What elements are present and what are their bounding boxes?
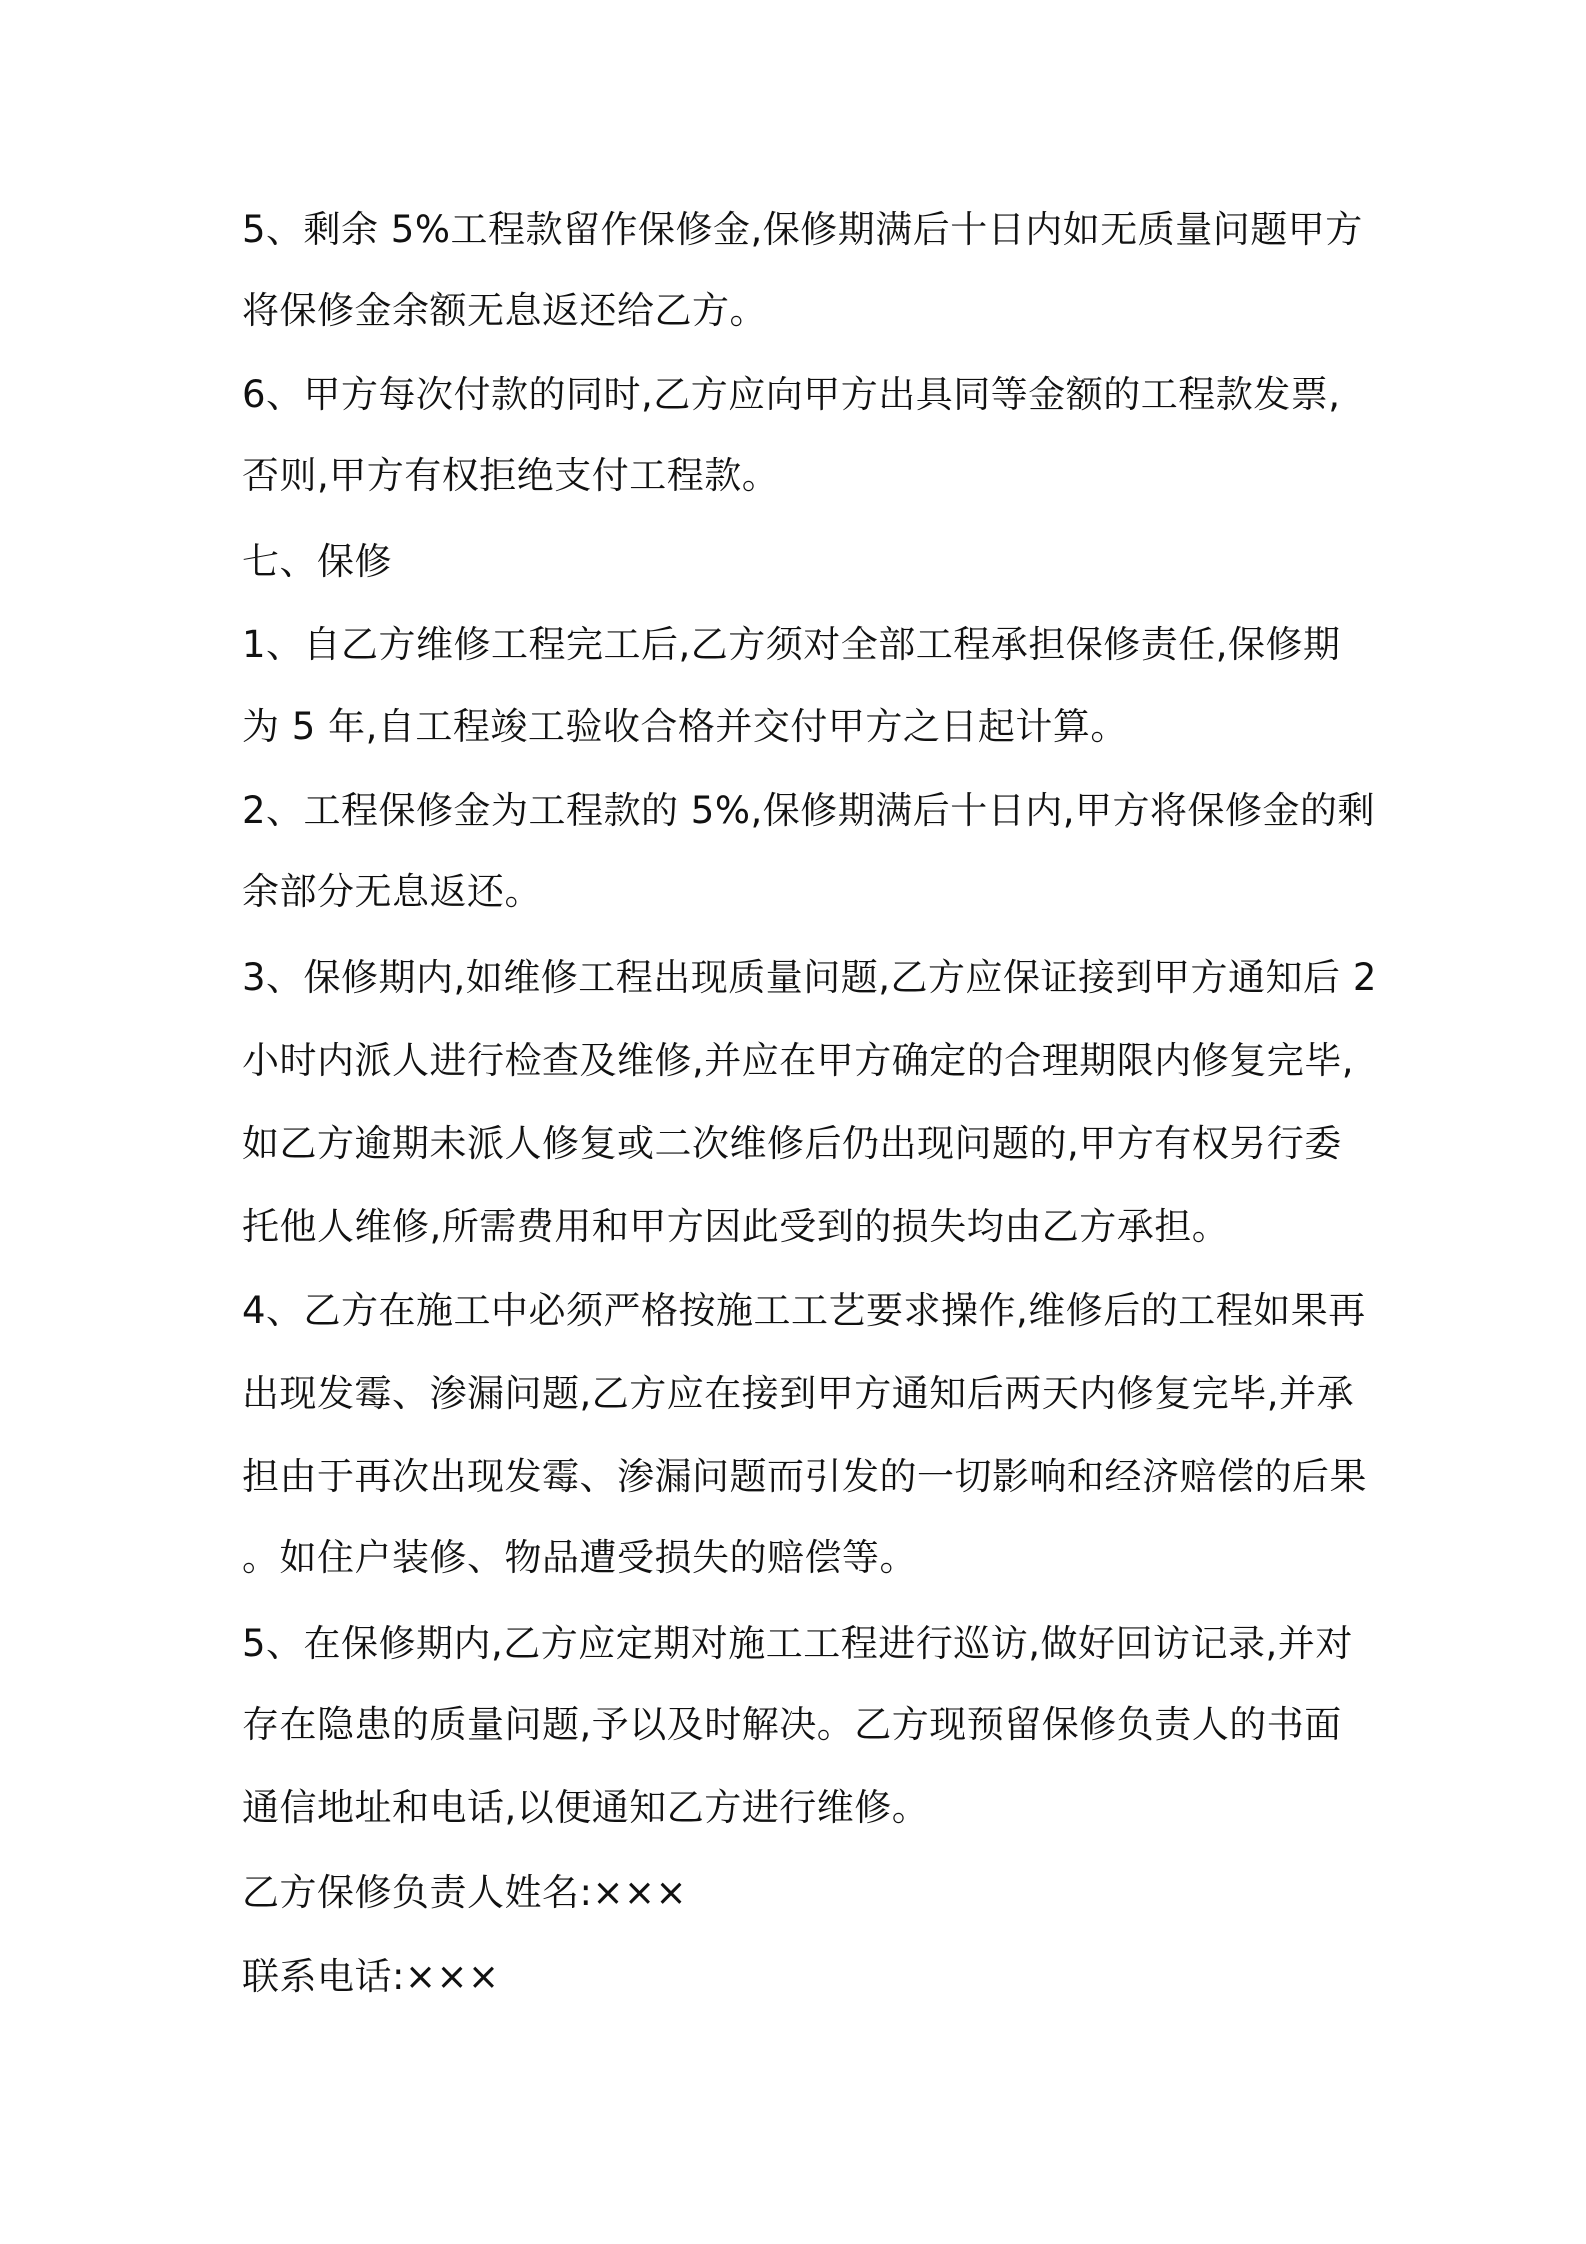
text-line: 余部分无息返还。 (242, 870, 542, 913)
text-line: 5、剩余 5%工程款留作保修金,保修期满后十日内如无质量问题甲方 (242, 208, 1363, 251)
contact-name-line: 乙方保修负责人姓名:××× (242, 1871, 687, 1914)
text-line: 3、保修期内,如维修工程出现质量问题,乙方应保证接到甲方通知后 2 (242, 956, 1377, 999)
text-line: 。如住户装修、物品遭受损失的赔偿等。 (242, 1536, 917, 1579)
text-line: 为 5 年,自工程竣工验收合格并交付甲方之日起计算。 (242, 705, 1128, 748)
text-line: 4、乙方在施工中必须严格按施工工艺要求操作,维修后的工程如果再 (242, 1289, 1366, 1332)
text-line: 托他人维修,所需费用和甲方因此受到的损失均由乙方承担。 (242, 1205, 1230, 1248)
contact-phone-line: 联系电话:××× (242, 1955, 500, 1998)
text-line: 如乙方逾期未派人修复或二次维修后仍出现问题的,甲方有权另行委 (242, 1122, 1342, 1165)
text-line: 6、甲方每次付款的同时,乙方应向甲方出具同等金额的工程款发票, (242, 373, 1341, 416)
text-line: 2、工程保修金为工程款的 5%,保修期满后十日内,甲方将保修金的剩 (242, 789, 1376, 832)
text-line: 通信地址和电话,以便通知乙方进行维修。 (242, 1786, 930, 1829)
text-line: 小时内派人进行检查及维修,并应在甲方确定的合理期限内修复完毕, (242, 1039, 1355, 1082)
text-line: 5、在保修期内,乙方应定期对施工工程进行巡访,做好回访记录,并对 (242, 1622, 1353, 1665)
text-line: 否则,甲方有权拒绝支付工程款。 (242, 454, 780, 497)
text-line: 出现发霉、渗漏问题,乙方应在接到甲方通知后两天内修复完毕,并承 (242, 1372, 1355, 1415)
text-line: 存在隐患的质量问题,予以及时解决。乙方现预留保修负责人的书面 (242, 1703, 1342, 1746)
text-line: 1、自乙方维修工程完工后,乙方须对全部工程承担保修责任,保修期 (242, 623, 1341, 666)
text-line: 将保修金余额无息返还给乙方。 (242, 289, 767, 332)
section-heading: 七、保修 (242, 540, 392, 583)
text-line: 担由于再次出现发霉、渗漏问题而引发的一切影响和经济赔偿的后果 (242, 1455, 1367, 1498)
